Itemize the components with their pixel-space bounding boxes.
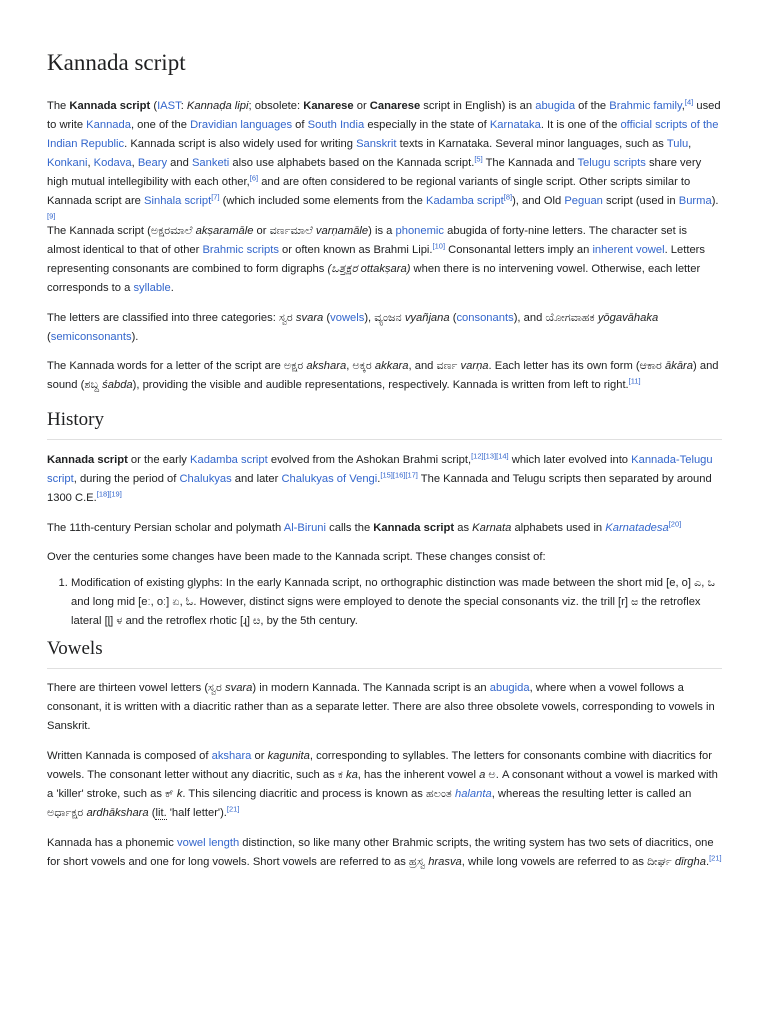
text-run: . Each letter has its own form (ಆಕಾರ [488, 360, 666, 372]
text-run: ( [148, 807, 156, 819]
text-run: The 11th-century Persian scholar and polymath [47, 522, 284, 534]
citation-link[interactable]: [11] [628, 376, 641, 386]
citation-link[interactable]: [9] [47, 211, 56, 221]
italic-term: (ಒತ್ತಕ್ಷರ ottakṣara) [327, 263, 411, 275]
text-run: The [47, 100, 70, 112]
italic-term: akshara [306, 360, 347, 372]
citation [250, 173, 258, 182]
wiki-link[interactable]: Chalukyas [179, 473, 232, 485]
text-run: Consonantal letters imply an [445, 244, 593, 256]
history-changes-list [47, 574, 722, 631]
text-run: ( [47, 331, 51, 343]
citation-link[interactable]: [7] [211, 192, 220, 202]
text-run: . Letters representing consonants are combined to form digraphs [47, 244, 705, 275]
page-title: Kannada script [47, 50, 186, 75]
categories-paragraph [47, 309, 722, 347]
text-run: ) is a [368, 225, 396, 237]
text-run: , [87, 157, 94, 169]
text-run: The Kannada script (ಅಕ್ಷರಮಾಲೆ [47, 225, 196, 237]
wiki-link[interactable]: Kodava [93, 157, 132, 169]
text-run: as [454, 522, 473, 534]
citation [709, 853, 722, 862]
wiki-link[interactable]: akshara [211, 750, 252, 762]
italic-term: varṇamāle [315, 225, 369, 237]
text-run: The Kannada and [482, 157, 578, 169]
intro-paragraph [47, 97, 722, 230]
citation [504, 192, 512, 201]
text-run: There are thirteen vowel letters (ಸ್ವರ [47, 682, 226, 694]
text-run: Kannada has a phonemic [47, 837, 177, 849]
wiki-link[interactable]: Sanketi [191, 157, 230, 169]
text-run: , and ವರ್ಣ [408, 360, 461, 372]
text-run: or [251, 750, 268, 762]
text-run: abugida of forty-nine letters. The character set is almost identical to that of other [47, 225, 687, 256]
text-run: ), and Old [512, 195, 565, 207]
wiki-link[interactable]: abugida [535, 100, 576, 112]
italic-term: svara [225, 682, 253, 694]
wiki-link[interactable]: Telugu scripts [577, 157, 646, 169]
text-run: and later [231, 473, 282, 485]
wiki-link[interactable]: Sinhala script [144, 195, 212, 207]
citation [380, 470, 418, 479]
italic-term: kagunita [267, 750, 310, 762]
italic-term: svara [295, 312, 324, 324]
text-run: of [292, 119, 308, 131]
citation-link[interactable]: [10] [432, 241, 446, 251]
text-run: Written Kannada is composed of [47, 750, 212, 762]
text-run: texts in Karnataka. Several minor languages, such as [396, 138, 667, 150]
bold-term: Kannada script [373, 522, 455, 534]
text-run: . [705, 856, 710, 868]
citation-link[interactable]: [20] [668, 519, 682, 529]
text-run: , [131, 157, 138, 169]
history-paragraph-3 [47, 548, 722, 567]
alphabet-paragraph [47, 222, 722, 298]
text-run: or ವರ್ಣಮಾಲೆ [253, 225, 316, 237]
text-run: when there is no intervening vowel. Otherwise, each letter corresponds to a [47, 263, 701, 294]
text-run: , corresponding to syllables. The letters for consonants combine with diacritics for vowels. The consonant letter without any diacritic, such as ಕ [47, 750, 713, 781]
text-run: , [688, 138, 692, 150]
italic-term: ardhākshara [86, 807, 149, 819]
wiki-link[interactable]: Kadamba script [426, 195, 504, 207]
text-run: ), providing the visible and audible representations, respectively. Kannada is written from left to right. [132, 379, 629, 391]
text-run: especially in the state of [364, 119, 490, 131]
wiki-link[interactable]: Kannada [86, 119, 131, 131]
italic-term: ākāra [665, 360, 694, 372]
wiki-link[interactable]: Beary [137, 157, 168, 169]
abbreviation: lit. [155, 807, 167, 819]
italic-term: Karnata [472, 522, 512, 534]
text-run: also use alphabets based on the Kannada script. [229, 157, 475, 169]
wiki-link[interactable]: syllable [133, 282, 171, 294]
bold-term: Kannada script [47, 454, 128, 466]
citation [669, 519, 682, 528]
text-run: . [377, 473, 381, 485]
citation-link[interactable]: [21] [226, 804, 240, 814]
text-run: share very high mutual intellegibility with each other, [47, 157, 702, 188]
text-run: . Kannada script is also widely used for writing [124, 138, 357, 150]
text-run: ಅ. A consonant without a vowel is marked with a 'killer' stroke, such as ಕ್ [47, 769, 718, 800]
text-run: Modification of existing glyphs: In the early Kannada script, no orthographic distinction was made between the short mid [e, o] ಎ, ಒ and long mid [eː, oː] ಏ, ಓ. However, distinct signs were employed to denote the special consonants viz. the trill [r] ಱ the retroflex lateral [ɭ] ಳ and the retroflex rhotic [ɻ] ೞ, by the 5th century. [71, 577, 716, 627]
text-run: The letters are classified into three categories: ಸ್ವರ [47, 312, 296, 324]
text-run: . [170, 282, 174, 294]
text-run: , while long vowels are referred to as ದೀರ್ಘ [461, 856, 675, 868]
text-run: . It is one of the [540, 119, 621, 131]
text-run: used to write [47, 100, 721, 131]
letter-words-paragraph [47, 357, 722, 395]
history-heading: History [47, 409, 722, 440]
italic-term: Kannaḍa lipi [186, 100, 249, 112]
text-run: (which included some elements from the [219, 195, 426, 207]
wiki-link[interactable]: inherent vowel [592, 244, 665, 256]
wiki-link[interactable]: Brahmic scripts [202, 244, 279, 256]
wiki-link[interactable]: Kannada-Telugu script [47, 454, 713, 485]
wiki-link[interactable]: abugida [489, 682, 530, 694]
vowels-heading: Vowels [47, 638, 722, 669]
citation-link[interactable]: [15][16][17] [380, 470, 418, 480]
bold-term: Canarese [369, 100, 421, 112]
history-paragraph-2 [47, 519, 722, 538]
citation [211, 192, 219, 201]
text-run: , during the period of [73, 473, 180, 485]
text-run: : [180, 100, 187, 112]
text-run: and are often considered to be regional variants of single script. Other scripts similar to Kannada script are [47, 176, 691, 207]
text-run: , whereas the resulting letter is called an ಅರ್ಧಾಕ್ಷರ [47, 788, 692, 819]
citation [433, 241, 446, 250]
italic-term: yōgavāhaka [597, 312, 659, 324]
citation [471, 451, 509, 460]
text-run: ). [711, 195, 719, 207]
text-run: or the early [127, 454, 191, 466]
wiki-link[interactable]: Karnatadesa [605, 522, 669, 534]
text-run: , one of the [130, 119, 191, 131]
wiki-link[interactable]: Sanskrit [356, 138, 397, 150]
wiki-link[interactable]: IAST [157, 100, 181, 112]
citation-link[interactable]: [6] [249, 173, 259, 183]
wiki-link[interactable]: Chalukyas of Vengi [281, 473, 378, 485]
italic-term: a [479, 769, 486, 781]
wiki-link[interactable]: official scripts of the Indian Republic [47, 119, 719, 150]
text-run: which later evolved into [508, 454, 632, 466]
citation [685, 97, 693, 106]
text-run: Over the centuries some changes have been made to the Kannada script. These changes consist of: [47, 551, 546, 563]
wiki-link[interactable]: Al-Biruni [283, 522, 327, 534]
text-run: and [167, 157, 192, 169]
bold-term: Kanarese [303, 100, 354, 112]
vowels-paragraph-2 [47, 747, 722, 823]
vowels-paragraph-3 [47, 834, 722, 872]
italic-term: śabda [102, 379, 133, 391]
text-run: ), and ಯೋಗವಾಹಕ [513, 312, 598, 324]
citation [227, 804, 240, 813]
wiki-link[interactable]: consonants [456, 312, 514, 324]
text-run: , has the inherent vowel [357, 769, 480, 781]
text-run: calls the [326, 522, 374, 534]
citation [629, 376, 641, 385]
citation-link[interactable]: [8] [503, 192, 513, 202]
citation-link[interactable]: [12][13][14] [471, 451, 509, 461]
text-run: 'half letter'). [166, 807, 227, 819]
text-run: ( [150, 100, 158, 112]
italic-term: varṇa [460, 360, 489, 372]
text-run: The Kannada and Telugu scripts then separated by around 1300 C.E. [47, 473, 712, 504]
text-run: or [353, 100, 370, 112]
text-run: evolved from the Ashokan Brahmi script, [267, 454, 472, 466]
italic-term: k [176, 788, 183, 800]
italic-term: vyañjana [404, 312, 450, 324]
text-run: ) in modern Kannada. The Kannada script is an [252, 682, 490, 694]
wiki-link[interactable]: vowels [330, 312, 365, 324]
italic-term: akkara [374, 360, 409, 372]
wiki-link[interactable]: semiconsonants [50, 331, 132, 343]
wiki-link[interactable]: Dravidian languages [190, 119, 293, 131]
text-run: ( [323, 312, 331, 324]
text-run: . This silencing diacritic and process is known as ಹಲಂತ [182, 788, 455, 800]
text-run: ). [131, 331, 139, 343]
text-run: or often known as Brahmi Lipi. [278, 244, 433, 256]
text-run: script in English) is an [420, 100, 536, 112]
text-run: , where when a vowel follows a consonant, it is written with a diacritic rather than as a separate letter. There are also three obsolete vowels, corresponding to vowels in Sanskrit. [47, 682, 715, 732]
bold-term: Kannada script [69, 100, 151, 112]
wiki-link[interactable]: Karnataka [489, 119, 541, 131]
text-run: distinction, so like many other Brahmic scripts, the writing system has two sets of diacritics, one for short vowels and one for long vowels. Short vowels are referred to as ಹ್ರಸ್ವ [47, 837, 714, 868]
italic-term: ka [345, 769, 358, 781]
wiki-link[interactable]: vowel length [177, 837, 240, 849]
citation [97, 489, 122, 498]
wiki-link[interactable]: Konkani [47, 157, 88, 169]
text-run: alphabets used in [511, 522, 606, 534]
wiki-link[interactable]: halanta [454, 788, 492, 800]
wiki-link[interactable]: phonemic [395, 225, 445, 237]
vowels-paragraph-1 [47, 679, 722, 736]
text-run: The Kannada words for a letter of the script are ಅಕ್ಷರ [47, 360, 307, 372]
citation [474, 154, 482, 163]
wiki-link[interactable]: Burma [678, 195, 712, 207]
list-item [71, 574, 722, 631]
text-run: , ಅಕ್ಕರ [346, 360, 375, 372]
text-run: ) and sound (ಶಬ್ದ [47, 360, 719, 391]
italic-term: akṣaramāle [195, 225, 254, 237]
wiki-link[interactable]: South India [307, 119, 365, 131]
citation-link[interactable]: [5] [474, 154, 483, 164]
text-run: ; obsolete: [248, 100, 304, 112]
citation-link[interactable]: [18][19] [96, 489, 122, 499]
text-run: script (used in [602, 195, 679, 207]
italic-term: dīrgha [674, 856, 706, 868]
text-run: , [681, 100, 685, 112]
text-run: of the [575, 100, 610, 112]
italic-term: hrasva [428, 856, 462, 868]
citation-link[interactable]: [4] [684, 97, 694, 107]
wiki-link[interactable]: Brahmic family [609, 100, 682, 112]
citation [47, 211, 55, 220]
wiki-link[interactable]: Tulu [666, 138, 689, 150]
citation-link[interactable]: [21] [709, 853, 722, 863]
text-run: ), ವ್ಯಂಜನ [364, 312, 405, 324]
history-paragraph-1 [47, 451, 722, 508]
text-run: ( [449, 312, 457, 324]
wiki-link[interactable]: Peguan [564, 195, 603, 207]
wiki-link[interactable]: Kadamba script [190, 454, 268, 466]
